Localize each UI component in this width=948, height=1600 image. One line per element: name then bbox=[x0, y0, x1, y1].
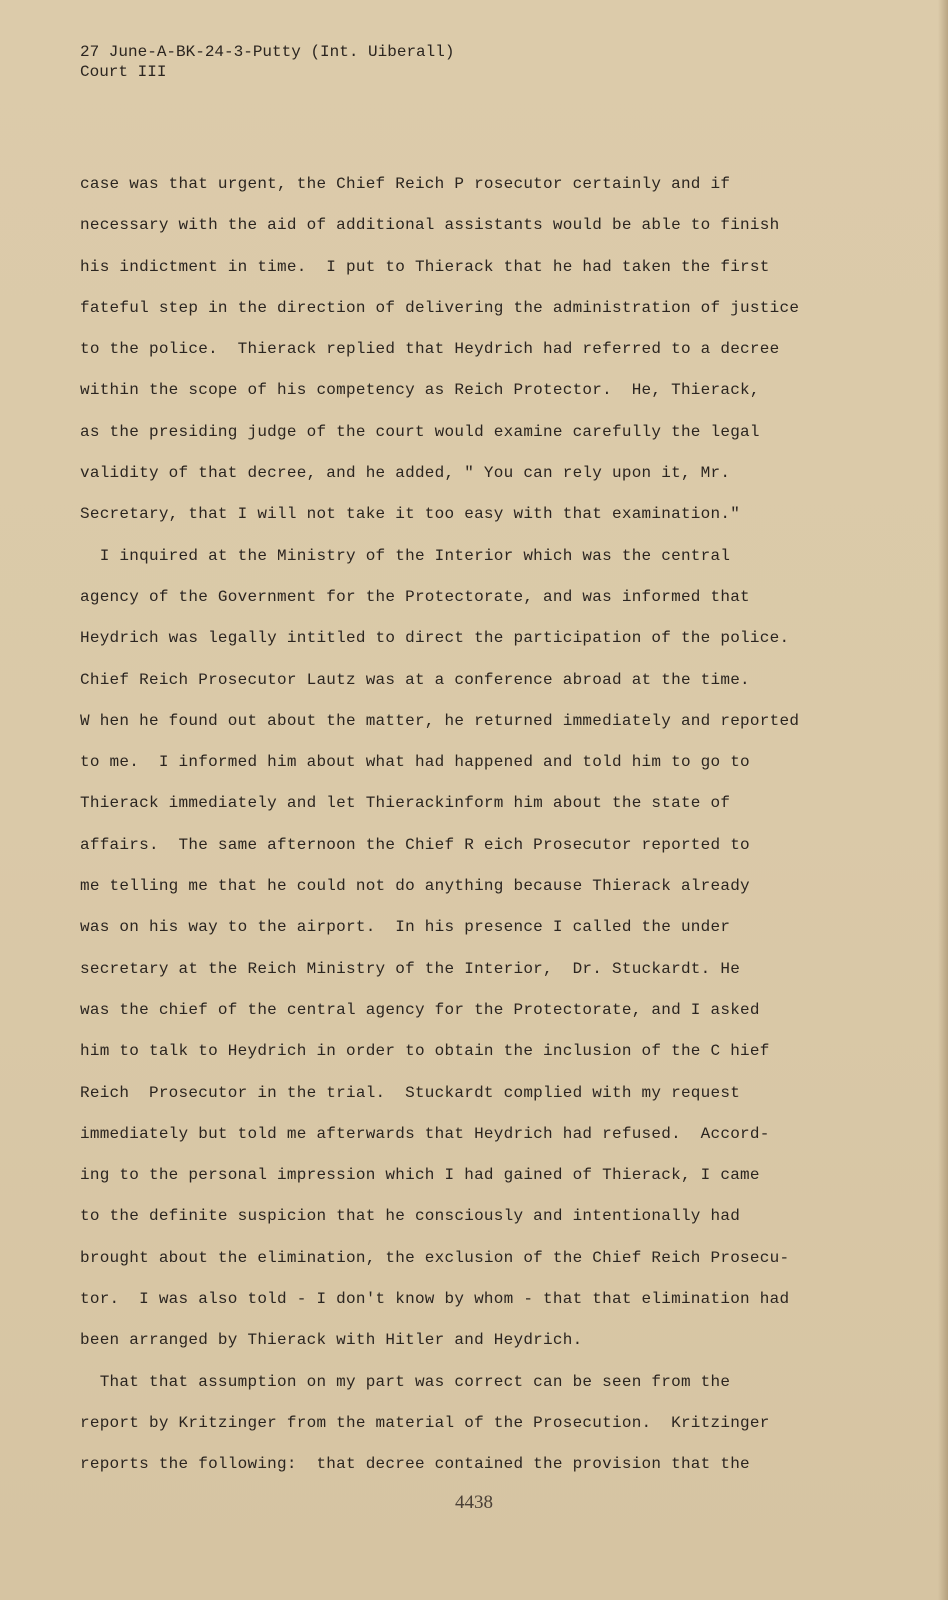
text-line: That that assumption on my part was correct can be seen from the bbox=[80, 1372, 731, 1391]
document-body bbox=[80, 164, 870, 1486]
text-line: report by Kritzinger from the material of the Prosecution. Kritzinger bbox=[80, 1413, 770, 1432]
document-header bbox=[80, 42, 454, 82]
header-line-1: 27 June-A-BK-24-3-Putty (Int. Uiberall) bbox=[80, 43, 455, 61]
text-line: I inquired at the Ministry of the Interior which was the central bbox=[80, 546, 731, 565]
text-line: to the police. Thierack replied that Heydrich had referred to a decree bbox=[80, 340, 780, 359]
text-line: Thierack immediately and let Thierackinform him about the state of bbox=[80, 794, 731, 813]
text-line: to me. I informed him about what had happened and told him to go to bbox=[80, 753, 750, 772]
text-line: was on his way to the airport. In his presence I called the under bbox=[80, 918, 731, 937]
text-line: as the presiding judge of the court would examine carefully the legal bbox=[80, 422, 760, 441]
text-line: reports the following: that decree contained the provision that the bbox=[80, 1455, 750, 1474]
text-line: his indictment in time. I put to Thierack that he had taken the first bbox=[80, 257, 770, 276]
text-line: me telling me that he could not do anything because Thierack already bbox=[80, 877, 750, 896]
text-line: him to talk to Heydrich in order to obtain the inclusion of the C hief bbox=[80, 1042, 770, 1061]
text-line: Secretary, that I will not take it too easy with that examination." bbox=[80, 505, 741, 524]
text-line: was the chief of the central agency for the Protectorate, and I asked bbox=[80, 1000, 760, 1019]
text-line: ing to the personal impression which I had gained of Thierack, I came bbox=[80, 1166, 760, 1185]
header-line-2: Court III bbox=[80, 63, 167, 81]
text-line: secretary at the Reich Ministry of the Interior, Dr. Stuckardt. He bbox=[80, 959, 741, 978]
text-line: W hen he found out about the matter, he returned immediately and reported bbox=[80, 711, 800, 730]
text-line: agency of the Government for the Protectorate, and was informed that bbox=[80, 587, 750, 606]
text-line: Chief Reich Prosecutor Lautz was at a conference abroad at the time. bbox=[80, 670, 750, 689]
page-number: 4438 bbox=[455, 1492, 493, 1513]
text-line: fateful step in the direction of delivering the administration of justice bbox=[80, 298, 800, 317]
text-line: to the definite suspicion that he consciously and intentionally had bbox=[80, 1207, 741, 1226]
text-line: necessary with the aid of additional assistants would be able to finish bbox=[80, 216, 780, 235]
text-line: within the scope of his competency as Reich Protector. He, Thierack, bbox=[80, 381, 760, 400]
text-line: tor. I was also told - I don't know by whom - that that elimination had bbox=[80, 1290, 790, 1309]
text-line: brought about the elimination, the exclusion of the Chief Reich Prosecu- bbox=[80, 1248, 790, 1267]
text-line: immediately but told me afterwards that Heydrich had refused. Accord- bbox=[80, 1124, 770, 1143]
text-line: Heydrich was legally intitled to direct the participation of the police. bbox=[80, 629, 790, 648]
text-line: affairs. The same afternoon the Chief R eich Prosecutor reported to bbox=[80, 835, 750, 854]
text-line: case was that urgent, the Chief Reich P rosecutor certainly and if bbox=[80, 175, 731, 193]
text-line: validity of that decree, and he added, " You can rely upon it, Mr. bbox=[80, 464, 731, 483]
text-line: been arranged by Thierack with Hitler and Heydrich. bbox=[80, 1331, 583, 1350]
text-line: Reich Prosecutor in the trial. Stuckardt complied with my request bbox=[80, 1083, 741, 1102]
